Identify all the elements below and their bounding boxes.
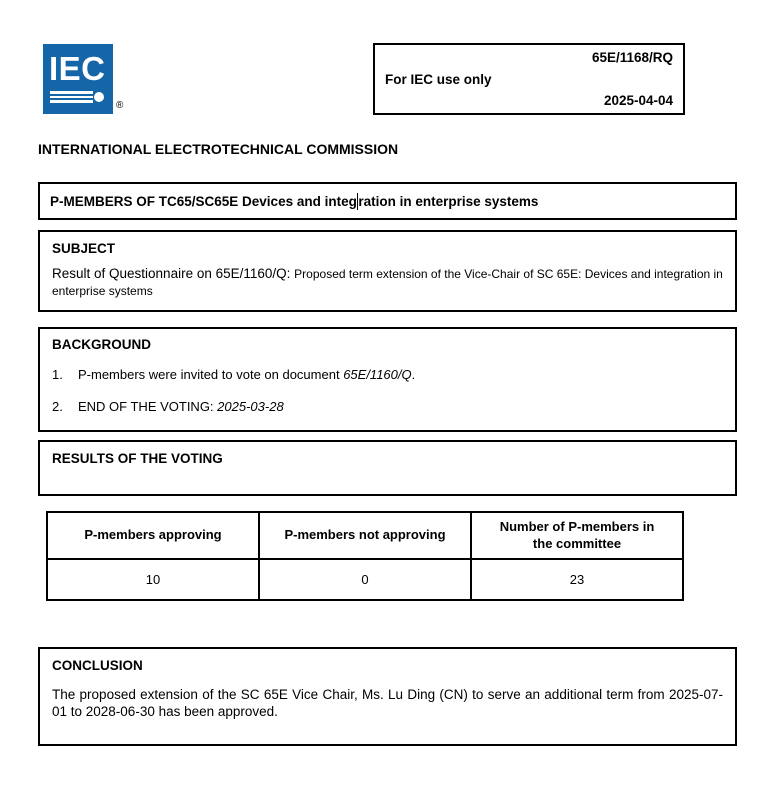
subject-body-rest: Proposed term extension of the Vice-Chair of SC 65E: Devices and integration in enterprise systems: [52, 267, 723, 298]
subject-body-lead: Result of Questionnaire on 65E/1160/Q:: [52, 266, 291, 281]
voting-results-table: [46, 511, 684, 601]
pmembers-label-before-cursor: P-MEMBERS OF TC65/SC65E Devices and integ: [50, 193, 357, 209]
value-p-members-approving: 10: [47, 559, 259, 600]
background-item-1-plain: P-members were invited to vote on document: [78, 367, 344, 382]
background-item-1-suffix: .: [411, 367, 416, 382]
header-p-members-not-approving: P-members not approving: [259, 512, 471, 559]
results-heading: RESULTS OF THE VOTING: [52, 451, 223, 466]
table-header-row: [47, 512, 683, 559]
results-box: [38, 440, 737, 496]
subject-heading: SUBJECT: [52, 241, 116, 256]
background-item-1-doc-ref: 65E/1160/Q: [343, 367, 412, 382]
document-number: 65E/1168/RQ: [591, 50, 673, 65]
registered-trademark-symbol: ®: [116, 100, 124, 111]
document-date: 2025-04-04: [603, 93, 673, 108]
background-item-2: [52, 399, 723, 414]
table-value-row: [47, 559, 683, 600]
iec-logo: [43, 44, 113, 114]
iec-use-only-box: [373, 43, 685, 115]
background-item-1: [52, 367, 723, 382]
background-item-2-text: [78, 399, 284, 414]
background-item-1-number: 1.: [52, 367, 63, 382]
iec-logo-dot-icon: [94, 92, 104, 102]
background-item-2-date: 2025-03-28: [217, 399, 284, 414]
pmembers-label-after-cursor: ration in enterprise systems: [358, 193, 539, 209]
iec-use-only-label: For IEC use only: [385, 71, 492, 87]
value-number-of-p-members: 23: [471, 559, 683, 600]
header-number-of-p-members: Number of P-members in the committee: [471, 512, 683, 559]
conclusion-body: The proposed extension of the SC 65E Vice Chair, Ms. Lu Ding (CN) to serve an additional term from 2025-07-01 to 2028-06-30 has been approved.: [52, 687, 723, 719]
iec-logo-bar: [50, 91, 93, 94]
background-box: [38, 327, 737, 432]
background-item-2-plain: END OF THE VOTING:: [78, 399, 218, 414]
background-item-2-number: 2.: [52, 399, 63, 414]
iec-logo-text: IEC: [49, 50, 106, 87]
pmembers-box: [38, 182, 737, 220]
page-title: INTERNATIONAL ELECTROTECHNICAL COMMISSION: [38, 141, 399, 157]
conclusion-box: [38, 647, 737, 746]
subject-body: [52, 266, 723, 299]
value-p-members-not-approving: 0: [259, 559, 471, 600]
iec-logo-bar: [50, 96, 93, 99]
header-p-members-approving: P-members approving: [47, 512, 259, 559]
background-item-1-text: [78, 367, 415, 382]
iec-logo-lines-icon: [50, 91, 93, 105]
conclusion-heading: CONCLUSION: [52, 658, 143, 673]
subject-box: [38, 230, 737, 312]
background-heading: BACKGROUND: [52, 337, 151, 352]
iec-logo-bar: [50, 100, 93, 103]
